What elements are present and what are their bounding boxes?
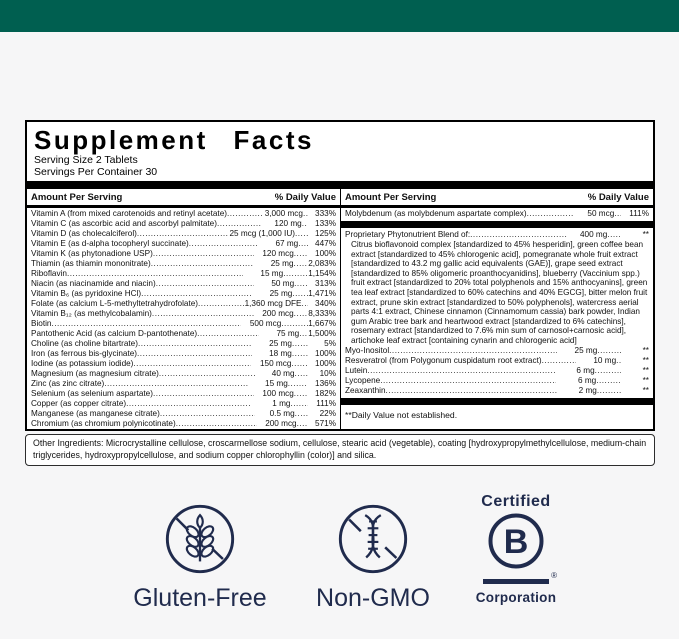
amount-header: Amount Per Serving [31, 192, 123, 203]
gluten-free-badge [128, 500, 272, 612]
dv-header: % Daily Value [274, 192, 336, 203]
b-corp-certified-label: Certified [481, 493, 551, 510]
divider-bar [341, 398, 653, 405]
other-ingredients-box [25, 434, 655, 466]
panel-header [27, 122, 653, 178]
table-row: Selenium (as selenium aspartate) ..... 100 mcg ..... 182% [27, 389, 340, 399]
blend-description: Citrus bioflavonoid complex [standardized to 45% hesperidin], green coffee bean extract [standardized to 45% chlorogenic acid], pomegranate whole fruit extract [standardized to 43.2 mg gallic acid equivalents (GAE)], grape seed extract [standardized to 85% oligomeric proanthocyanidins], blueberry (Vaccinium spp.) fruit extract [standardized to 20% total polyphenols and 15% anthocyanins], green tea leaf extract [standardized to 60% catechins and 40% EGCG], bitter melon fruit extract, prune skin extract [standardized to 50% polyphenols], watercress aerial parts 4:1 extract, Chinese cinnamon (Cinnamomum cassia) bark powder, Indian gum Arabic tree bark and heartwood extract [standardized to 6% catechins], rosemary extract [standardized to 7.6% min sum of carnosol+carnosic acid], artichoke leaf extract [containing cynarin and chlorogenic acid] [351, 240, 648, 345]
table-row: Riboflavin ..... 15 mg ..... 1,154% [27, 269, 340, 279]
table-row: Biotin ..... 500 mcg ..... 1,667% [27, 319, 340, 329]
other-ingredients-text: Other Ingredients: Microcrystalline cellulose, croscarmellose sodium, cellulose, stearic acid (vegetable), coating [hydroxypropylmethylcellulose, medium-chain triglycerides, hydroxypropylcellulose, and sodium copper chlorophyllin (color)] and silica. [33, 438, 647, 460]
table-row: Vitamin D (as cholecalciferol) ..... 25 mcg (1,000 IU) ..... 125% [27, 229, 340, 239]
right-column [340, 189, 653, 429]
right-rows [341, 208, 653, 423]
divider-bar [341, 221, 653, 228]
table-row: Iron (as ferrous bis-glycinate) ..... 18 mg ..... 100% [27, 349, 340, 359]
supplement-facts-panel [25, 120, 655, 431]
table-row: Choline (as choline bitartrate) ..... 25 mg ..... 5% [27, 339, 340, 349]
table-row: Vitamin E (as d-alpha tocopheryl succinate) ..... 67 mg ..... 447% [27, 239, 340, 249]
wheat-crossed-icon [161, 500, 239, 578]
table-row: Iodine (as potassium iodide) ..... 150 mcg ..... 100% [27, 359, 340, 369]
table-row: Myo-Inositol ..... 25 mg ..... ** [341, 346, 653, 356]
table-row: Vitamin K (as phytonadione USP) ..... 120 mcg ..... 100% [27, 249, 340, 259]
servings-per-container: Servings Per Container 30 [34, 166, 158, 178]
table-row: Zinc (as zinc citrate) ..... 15 mg ..... 136% [27, 379, 340, 389]
gluten-free-label: Gluten-Free [133, 584, 267, 612]
blend-row: Proprietary Phytonutrient Blend of: ..... 400 mg ..... ** [341, 230, 653, 240]
table-row: Vitamin B₆ (as pyridoxine HCl) ..... 25 mg ..... 1,471% [27, 289, 340, 299]
registered-mark: ® [551, 571, 557, 580]
amount-header: Amount Per Serving [345, 192, 437, 203]
left-column [27, 189, 340, 429]
dv-header: % Daily Value [587, 192, 649, 203]
table-row: Chromium (as chromium polynicotinate) ..... 200 mcg ..... 571% [27, 419, 340, 429]
table-row: Pantothenic Acid (as calcium D-pantothenate) ..... 75 mg ..... 1,500% [27, 329, 340, 339]
b-corp-icon [486, 511, 546, 571]
non-gmo-badge [301, 500, 445, 612]
table-row: Vitamin A (from mixed carotenoids and retinyl acetate) ..... 3,000 mcg ..... 333% [27, 209, 340, 219]
b-corp-bar [455, 571, 577, 585]
table-row: Copper (as copper citrate) ..... 1 mg ..... 111% [27, 399, 340, 409]
table-row: Zeaxanthin ..... 2 mg ..... ** [341, 386, 653, 396]
non-gmo-label: Non-GMO [316, 584, 430, 612]
table-row: Vitamin B₁₂ (as methylcobalamin) ..... 200 mcg ..... 8,333% [27, 309, 340, 319]
table-row: Molybdenum (as molybdenum aspartate complex) ..... 50 mcg ..... 111% [341, 209, 653, 219]
table-row: Resveratrol (from Polygonum cuspidatum root extract) ..... 10 mg ..... ** [341, 356, 653, 366]
top-teal-banner [0, 0, 679, 32]
left-rows [27, 208, 340, 429]
table-row: Lycopene ..... 6 mg ..... ** [341, 376, 653, 386]
table-row: Magnesium (as magnesium citrate) ..... 40 mg ..... 10% [27, 369, 340, 379]
dna-crossed-icon [334, 500, 412, 578]
panel-title: Supplement Facts [34, 125, 314, 155]
divider-bar [27, 181, 653, 189]
b-corp-badge [455, 493, 577, 605]
right-column-header [341, 189, 653, 208]
b-corp-corporation-label: Corporation [475, 590, 557, 605]
table-row: Lutein ..... 6 mg ..... ** [341, 366, 653, 376]
table-row: Vitamin C (as ascorbic acid and ascorbyl palmitate) ..... 120 mg ..... 133% [27, 219, 340, 229]
facts-columns [27, 189, 653, 429]
table-row: Manganese (as manganese citrate) ..... 0.5 mg ..... 22% [27, 409, 340, 419]
table-row: Niacin (as niacinamide and niacin) ..... 50 mg ..... 313% [27, 279, 340, 289]
table-row: Thiamin (as thiamin mononitrate) ..... 25 mg ..... 2,083% [27, 259, 340, 269]
left-column-header [27, 189, 340, 208]
b-corp-letter: B [503, 523, 529, 561]
serving-size: Serving Size 2 Tablets [34, 154, 138, 166]
table-row: Folate (as calcium L-5-methyltetrahydrofolate) ..... 1,360 mcg DFE ..... 340% [27, 299, 340, 309]
daily-value-footnote: **Daily Value not established. [345, 409, 458, 420]
